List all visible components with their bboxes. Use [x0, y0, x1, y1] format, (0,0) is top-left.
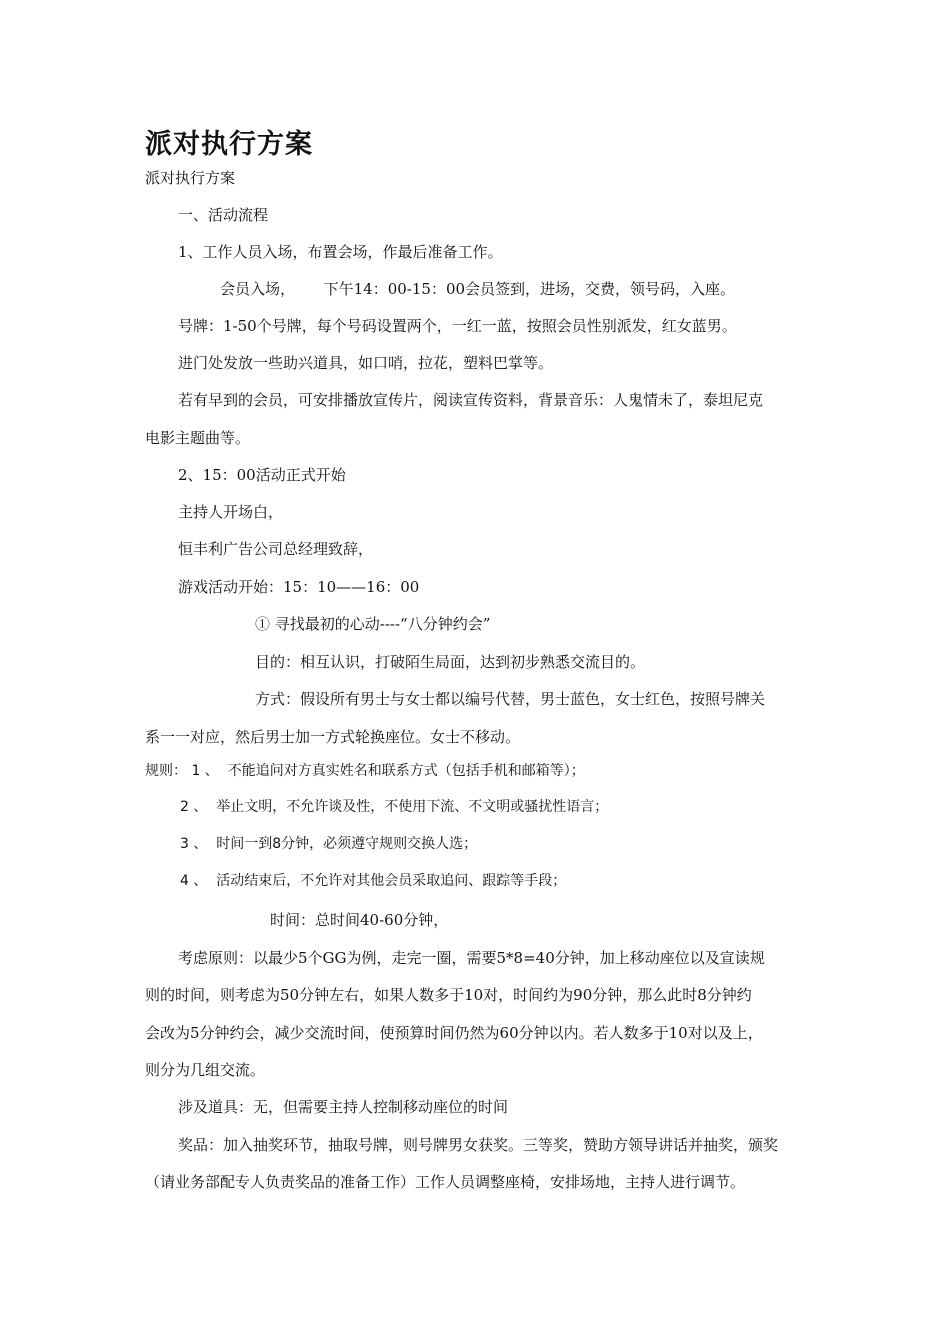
props-entrance: 进门处发放一些助兴道具，如口哨，拉花，塑料巴掌等。 — [178, 354, 554, 372]
number-cards: 号牌：1-50个号牌，每个号码设置两个，一红一蓝，按照会员性别派发，红女蓝男。 — [178, 317, 737, 335]
game-1-purpose: 目的：相互认识，打破陌生局面，达到初步熟悉交流目的。 — [255, 653, 646, 671]
rule-2: 2 、 举止文明，不允许谈及性，不使用下流、不文明或骚扰性语言； — [180, 799, 609, 815]
gm-speech: 恒丰利广告公司总经理致辞， — [178, 540, 374, 558]
prizes-line-1: 奖品：加入抽奖环节，抽取号牌，则号牌男女获奖。三等奖，赞助方领导讲话并抽奖，颁奖 — [178, 1136, 779, 1154]
rule-3: 3 、 时间一到8分钟，必须遵守规则交换人选； — [180, 836, 478, 852]
document-title: 派对执行方案 — [145, 129, 313, 160]
section-heading: 一、活动流程 — [178, 206, 269, 224]
rule-4: 4 、 活动结束后，不允许对其他会员采取追问、跟踪等手段； — [180, 873, 567, 889]
host-opening: 主持人开场白， — [178, 503, 284, 521]
props-involved: 涉及道具：无，但需要主持人控制移动座位的时间 — [178, 1098, 509, 1116]
step-1: 1、工作人员入场，布置会场，作最后准备工作。 — [178, 243, 503, 261]
game-1-method-line-1: 方式：假设所有男士与女士都以编号代替，男士蓝色，女士红色，按照号牌关 — [255, 690, 766, 708]
consider-line-2: 则的时间，则考虑为50分钟左右，如果人数多于10对，时间约为90分钟，那么此时8分钟约 — [145, 986, 752, 1004]
consider-line-1: 考虑原则：以最少5个GG为例，走完一圈，需要5*8=40分钟，加上移动座位以及宣读规 — [178, 949, 765, 967]
rule-1: 规则： 1 、 不能追问对方真实姓名和联系方式（包括手机和邮箱等）； — [145, 763, 585, 779]
game-1-title: ① 寻找最初的心动----“八分钟约会” — [255, 615, 491, 633]
game-1-method-line-2: 系一一对应，然后男士加一方式轮换座位。女士不移动。 — [145, 728, 521, 746]
early-members-line-1: 若有早到的会员，可安排播放宣传片，阅读宣传资料，背景音乐：人鬼情未了，泰坦尼克 — [178, 391, 764, 409]
member-entry: 会员入场， 下午14：00-15：00会员签到，进场，交费，领号码，入座。 — [220, 280, 736, 298]
time-total: 时间：总时间40-60分钟， — [270, 911, 449, 929]
step-2: 2、15：00活动正式开始 — [178, 466, 346, 484]
consider-line-3: 会改为5分钟约会，减少交流时间，使预算时间仍然为60分钟以内。若人数多于10对以及上， — [145, 1024, 763, 1042]
subtitle: 派对执行方案 — [145, 169, 236, 187]
early-members-line-2: 电影主题曲等。 — [145, 429, 251, 447]
games-start: 游戏活动开始：15：10——16：00 — [178, 578, 420, 596]
prizes-line-2: （请业务部配专人负责奖品的准备工作）工作人员调整座椅，安排场地，主持人进行调节。 — [145, 1173, 746, 1191]
consider-line-4: 则分为几组交流。 — [145, 1061, 266, 1079]
